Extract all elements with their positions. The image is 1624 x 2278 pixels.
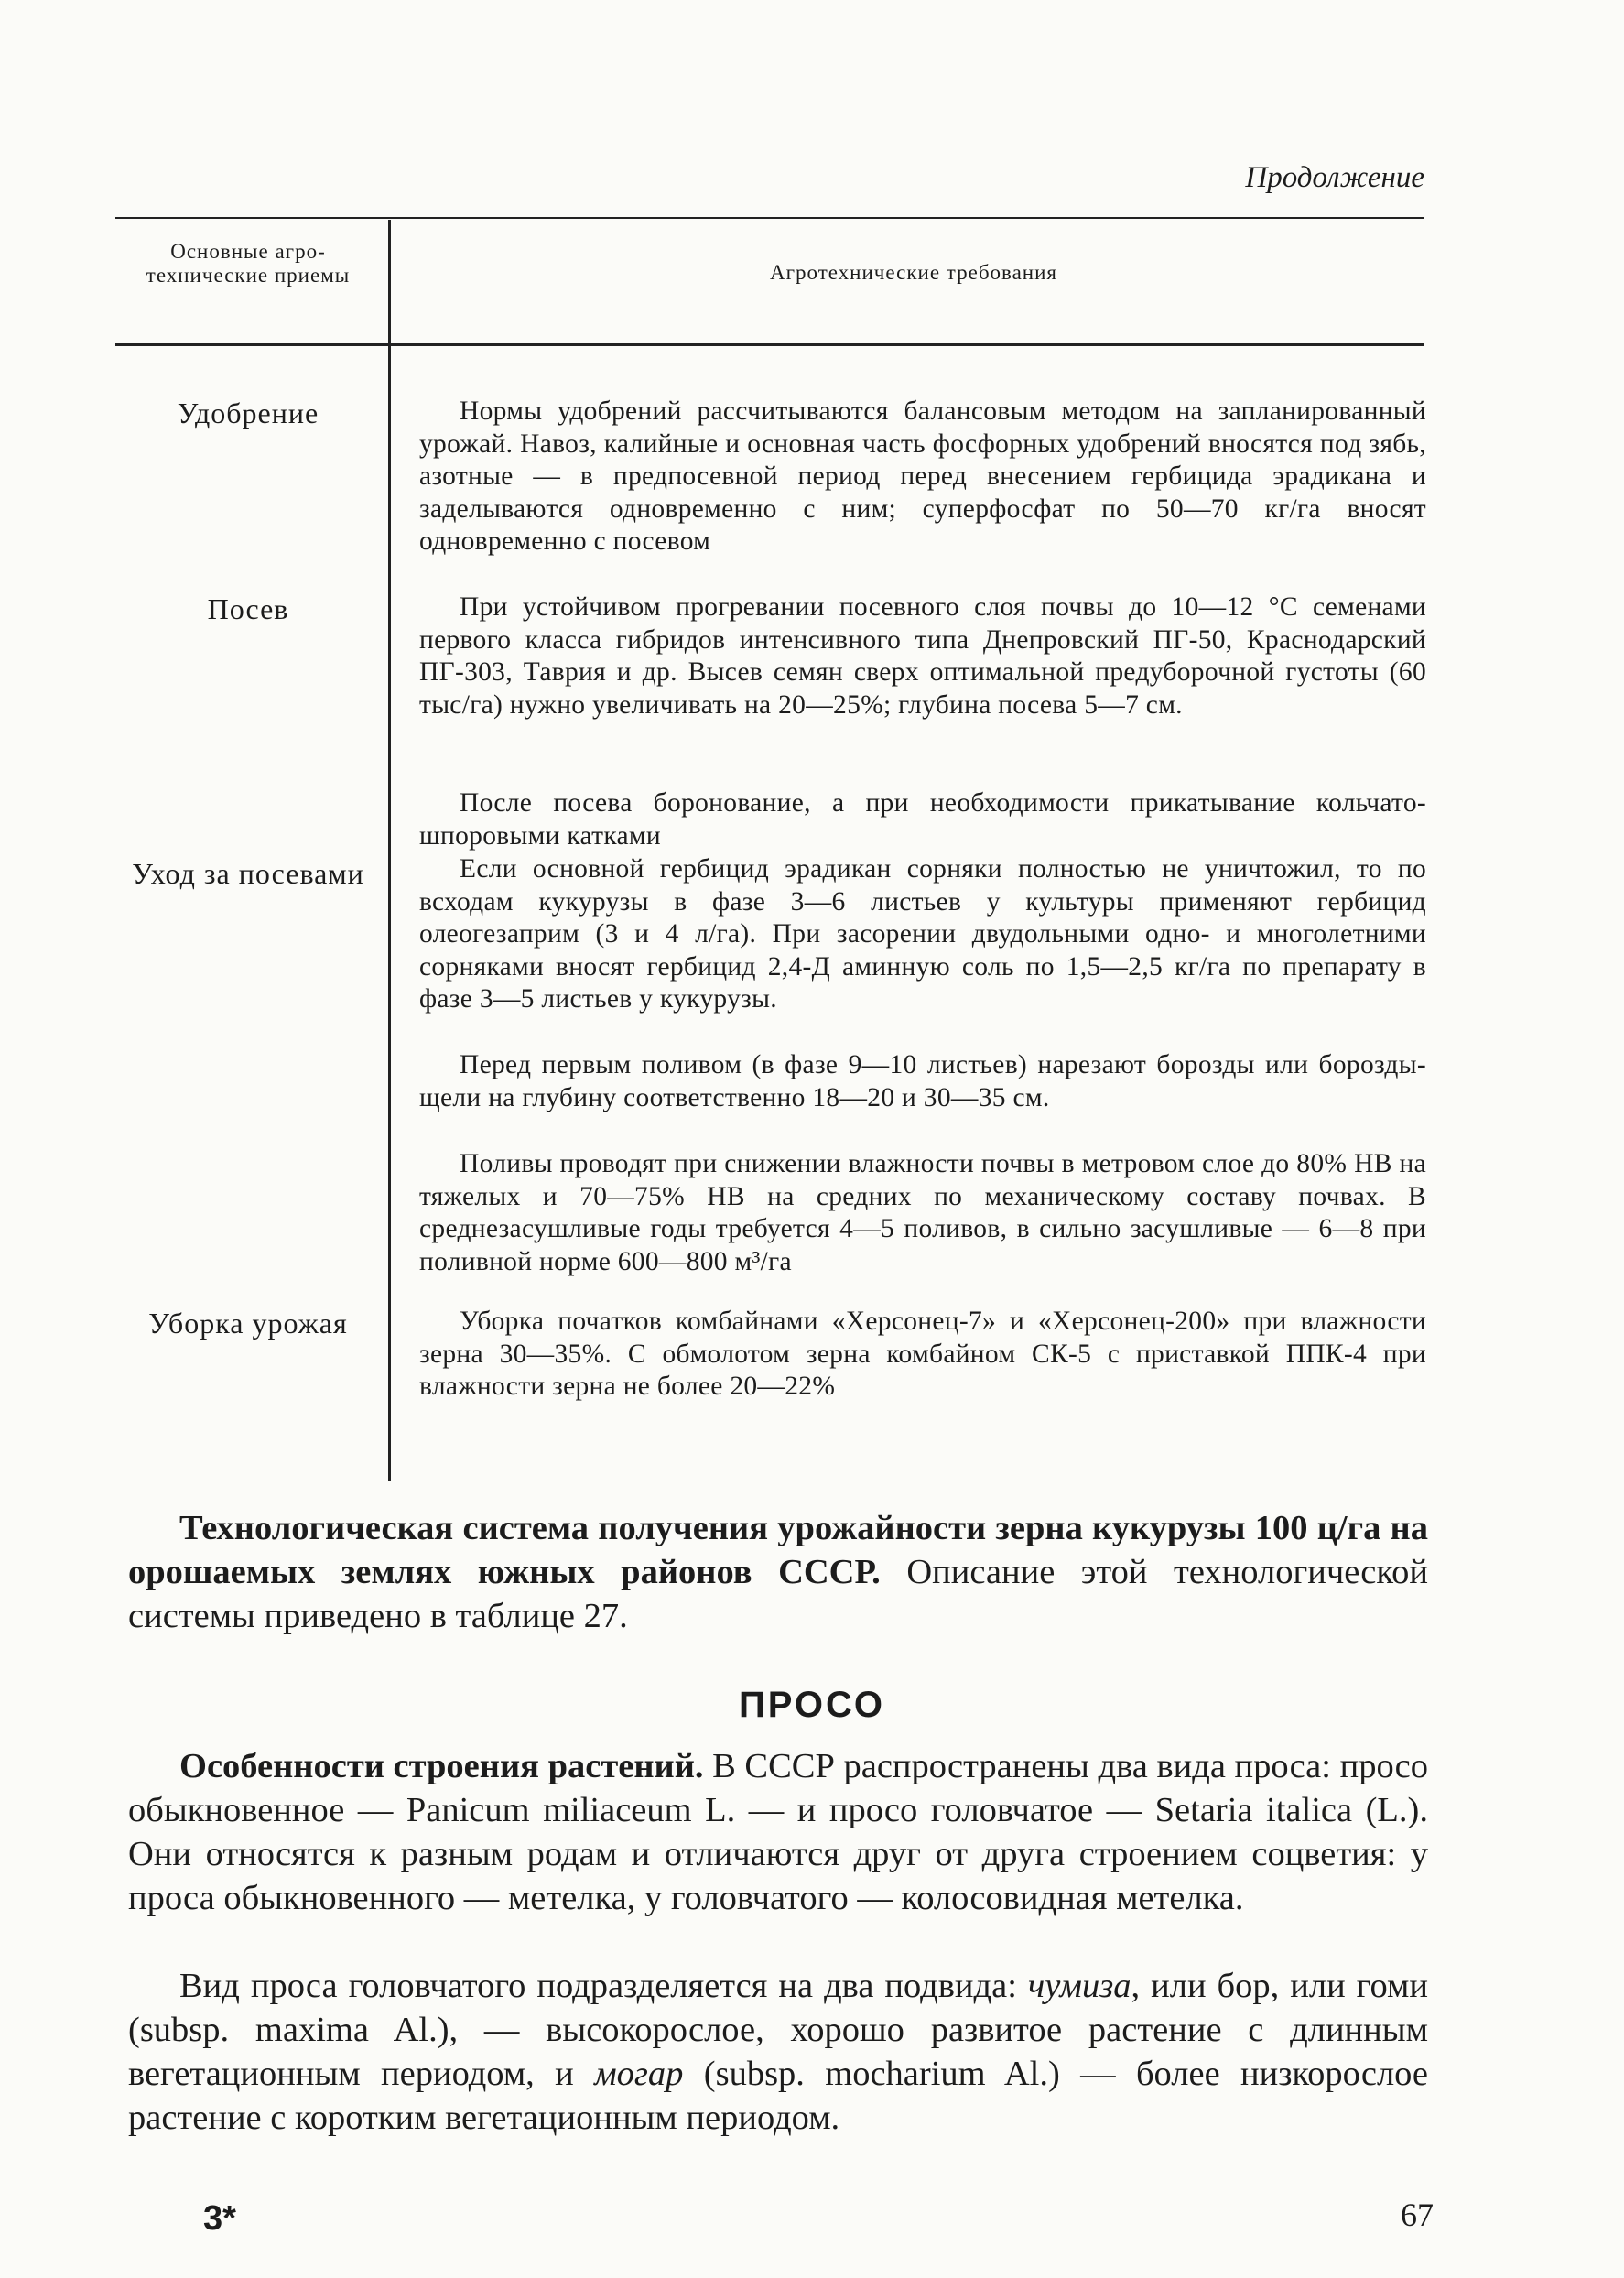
row-requirement: После посева боронование, а при необходимости прикатывание кольчато-шпоровыми катками [419,788,1426,851]
row-requirement: Если основной гербицид эрадикан сорняки полностью не уничтожил, то по всходам кукурузы в фазе 3—6 листьев у культуры применяют гербицид олеогезаприм (3 и 4 л/га). При засорении двудольными одно- и многолетними сорняками вносят гербицид 2,4-Д аминную соль по 1,5—2,5 кг/га по препарату в фазе 3—5 листьев у кукурузы. [419,854,1426,1014]
row-operation: Удобрение [177,396,319,429]
signature-mark: 3* [203,2199,236,2238]
row-requirement: Перед первым поливом (в фазе 9—10 листьев) нарезают борозды или борозды-щели на глубину соответственно 18—20 и 30—35 см. [419,1050,1426,1112]
table-column-divider [388,220,391,1481]
section-title: ПРОСО [738,1685,886,1725]
continuation-label: Продолжение [1245,161,1424,194]
row-operation: Посев [207,592,289,625]
row-requirement: При устойчивом прогревании посевного слоя почвы до 10—12 °С семенами первого класса гибридов интенсивного типа Днепровский ПГ-50, Краснодарский ПГ-303, Таврия и др. Высев семян сверх оптимальной предуборочной густоты (60 тыс/га) нужно увеличивать на 20—25%; глубина посева 5—7 см. [419,592,1426,720]
table-col1-header: Основные агро-технические приемы [146,240,351,287]
page-number: 67 [1401,2197,1434,2233]
table-col2-header: Агротехнические требования [769,261,1058,284]
row-operation: Уборка урожая [148,1307,348,1340]
row-requirement: Поливы проводят при снижении влажности почвы в метровом слое до 80% НВ на тяжелых и 70—75% НВ на средних по механическому составу почвах. В среднезасушливые годы требуется 4—5 поливов, в сильно засушливые — 6—8 при поливной норме 600—800 м³/га [419,1149,1426,1276]
row-operation: Уход за посевами [132,857,364,890]
paragraph-subspecies: Вид проса головчатого подразделяется на два подвида: чумиза, или бор, или гоми (subsp. maxima Al.), — высокорослое, хорошо развитое растение с длинным вегетационным периодом, и могар (subsp. mocharium Al.) — более низкорослое растение с коротким вегетационным периодом. [128,1967,1429,2137]
row-requirement: Уборка початков комбайнами «Херсонец-7» и «Херсонец-200» при влажности зерна 30—35%. С обмолотом зерна комбайном СК-5 с приставкой ППК-4 при влажности зерна не более 20—22% [419,1307,1426,1402]
paragraph-plant-structure: Особенности строения растений. В СССР распространены два вида проса: просо обыкновенное — Panicum miliaceum L. — и просо головчатое — Setaria italica (L.). Они относятся к разным родам и отличаются друг от друга строением соцветия: у проса обыкновенного — метелка, у головчатого — колосовидная метелка. [128,1747,1428,1917]
paragraph-corn-system: Технологическая система получения урожайности зерна кукурузы 100 ц/га на орошаемых землях южных районов СССР. Описание этой технологической системы приведено в таблице 27. [128,1509,1428,1635]
row-requirement: Нормы удобрений рассчитываются балансовым методом на запланированный урожай. Навоз, калийные и основная часть фосфорных удобрений вносятся под зябь, азотные — в предпосевной период перед внесением гербицида эрадикана и заделываются одновременно с ним; суперфосфат по 50—70 кг/га вносят одновременно с посевом [419,396,1426,557]
table-header-rule [115,343,1424,346]
table-top-rule [115,217,1424,219]
